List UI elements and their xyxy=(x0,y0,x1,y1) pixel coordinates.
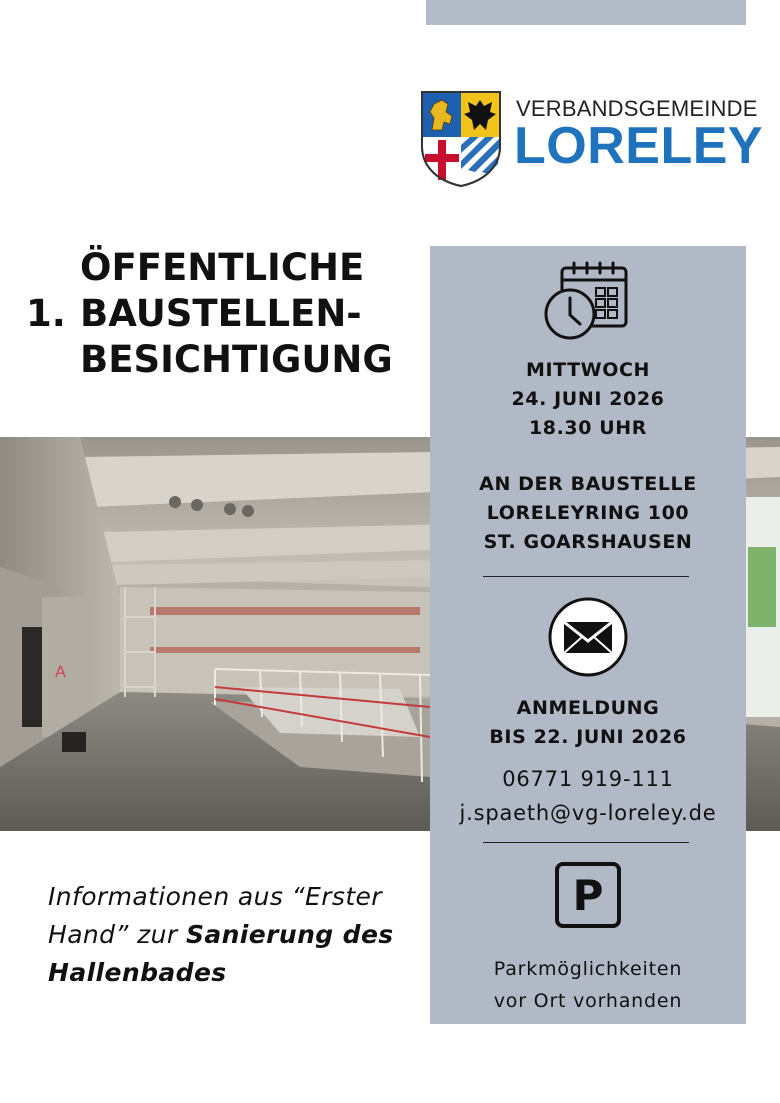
parking-line-2: vor Ort vorhanden xyxy=(493,990,683,1012)
logo-line-1: VERBANDSGEMEINDE xyxy=(516,96,758,121)
subtitle xyxy=(48,878,428,992)
registration-line-1: ANMELDUNG xyxy=(516,697,660,719)
logo-line-2: LORELEY xyxy=(514,117,764,175)
divider xyxy=(483,842,689,843)
registration-deadline xyxy=(430,694,746,752)
registration-contact xyxy=(430,762,746,830)
event-weekday: MITTWOCH xyxy=(525,359,651,381)
parking-symbol: P xyxy=(572,870,604,920)
subtitle-part-2: Sanierung des Hallenbades xyxy=(48,920,394,987)
svg-text:A: A xyxy=(55,662,66,681)
location-line-1: AN DER BAUSTELLE xyxy=(479,473,697,495)
event-datetime xyxy=(430,356,746,443)
parking-icon-box xyxy=(430,862,746,928)
event-location xyxy=(430,470,746,557)
parking-info xyxy=(430,953,746,1017)
title-line-1: ÖFFENTLICHE xyxy=(80,246,365,289)
phone-number: 06771 919-111 xyxy=(502,767,674,791)
event-date: 24. JUNI 2026 xyxy=(511,388,665,410)
divider xyxy=(483,576,689,577)
event-time: 18.30 UHR xyxy=(528,417,648,439)
title-line-3: BESICHTIGUNG xyxy=(80,338,393,381)
info-panel xyxy=(430,246,746,1024)
envelope-icon xyxy=(547,596,629,678)
page-title xyxy=(26,245,426,383)
calendar-clock-icon xyxy=(542,260,634,342)
parking-line-1: Parkmöglichkeiten xyxy=(493,958,683,980)
location-line-3: ST. GOARSHAUSEN xyxy=(483,531,693,553)
email-address[interactable]: j.spaeth@vg-loreley.de xyxy=(459,801,717,825)
location-line-2: LORELEYRING 100 xyxy=(486,502,690,524)
mail-icon-box xyxy=(430,596,746,678)
subtitle-part-1: Informationen aus “Erster Hand” zur xyxy=(48,882,382,949)
date-icon-box xyxy=(430,260,746,342)
title-line-2: BAUSTELLEN- xyxy=(80,292,362,335)
title-number: 1. xyxy=(26,292,66,335)
top-accent-bar xyxy=(426,0,746,25)
logo xyxy=(420,90,764,190)
parking-icon xyxy=(555,862,621,928)
registration-line-2: BIS 22. JUNI 2026 xyxy=(489,726,687,748)
coat-of-arms-icon xyxy=(420,90,502,188)
